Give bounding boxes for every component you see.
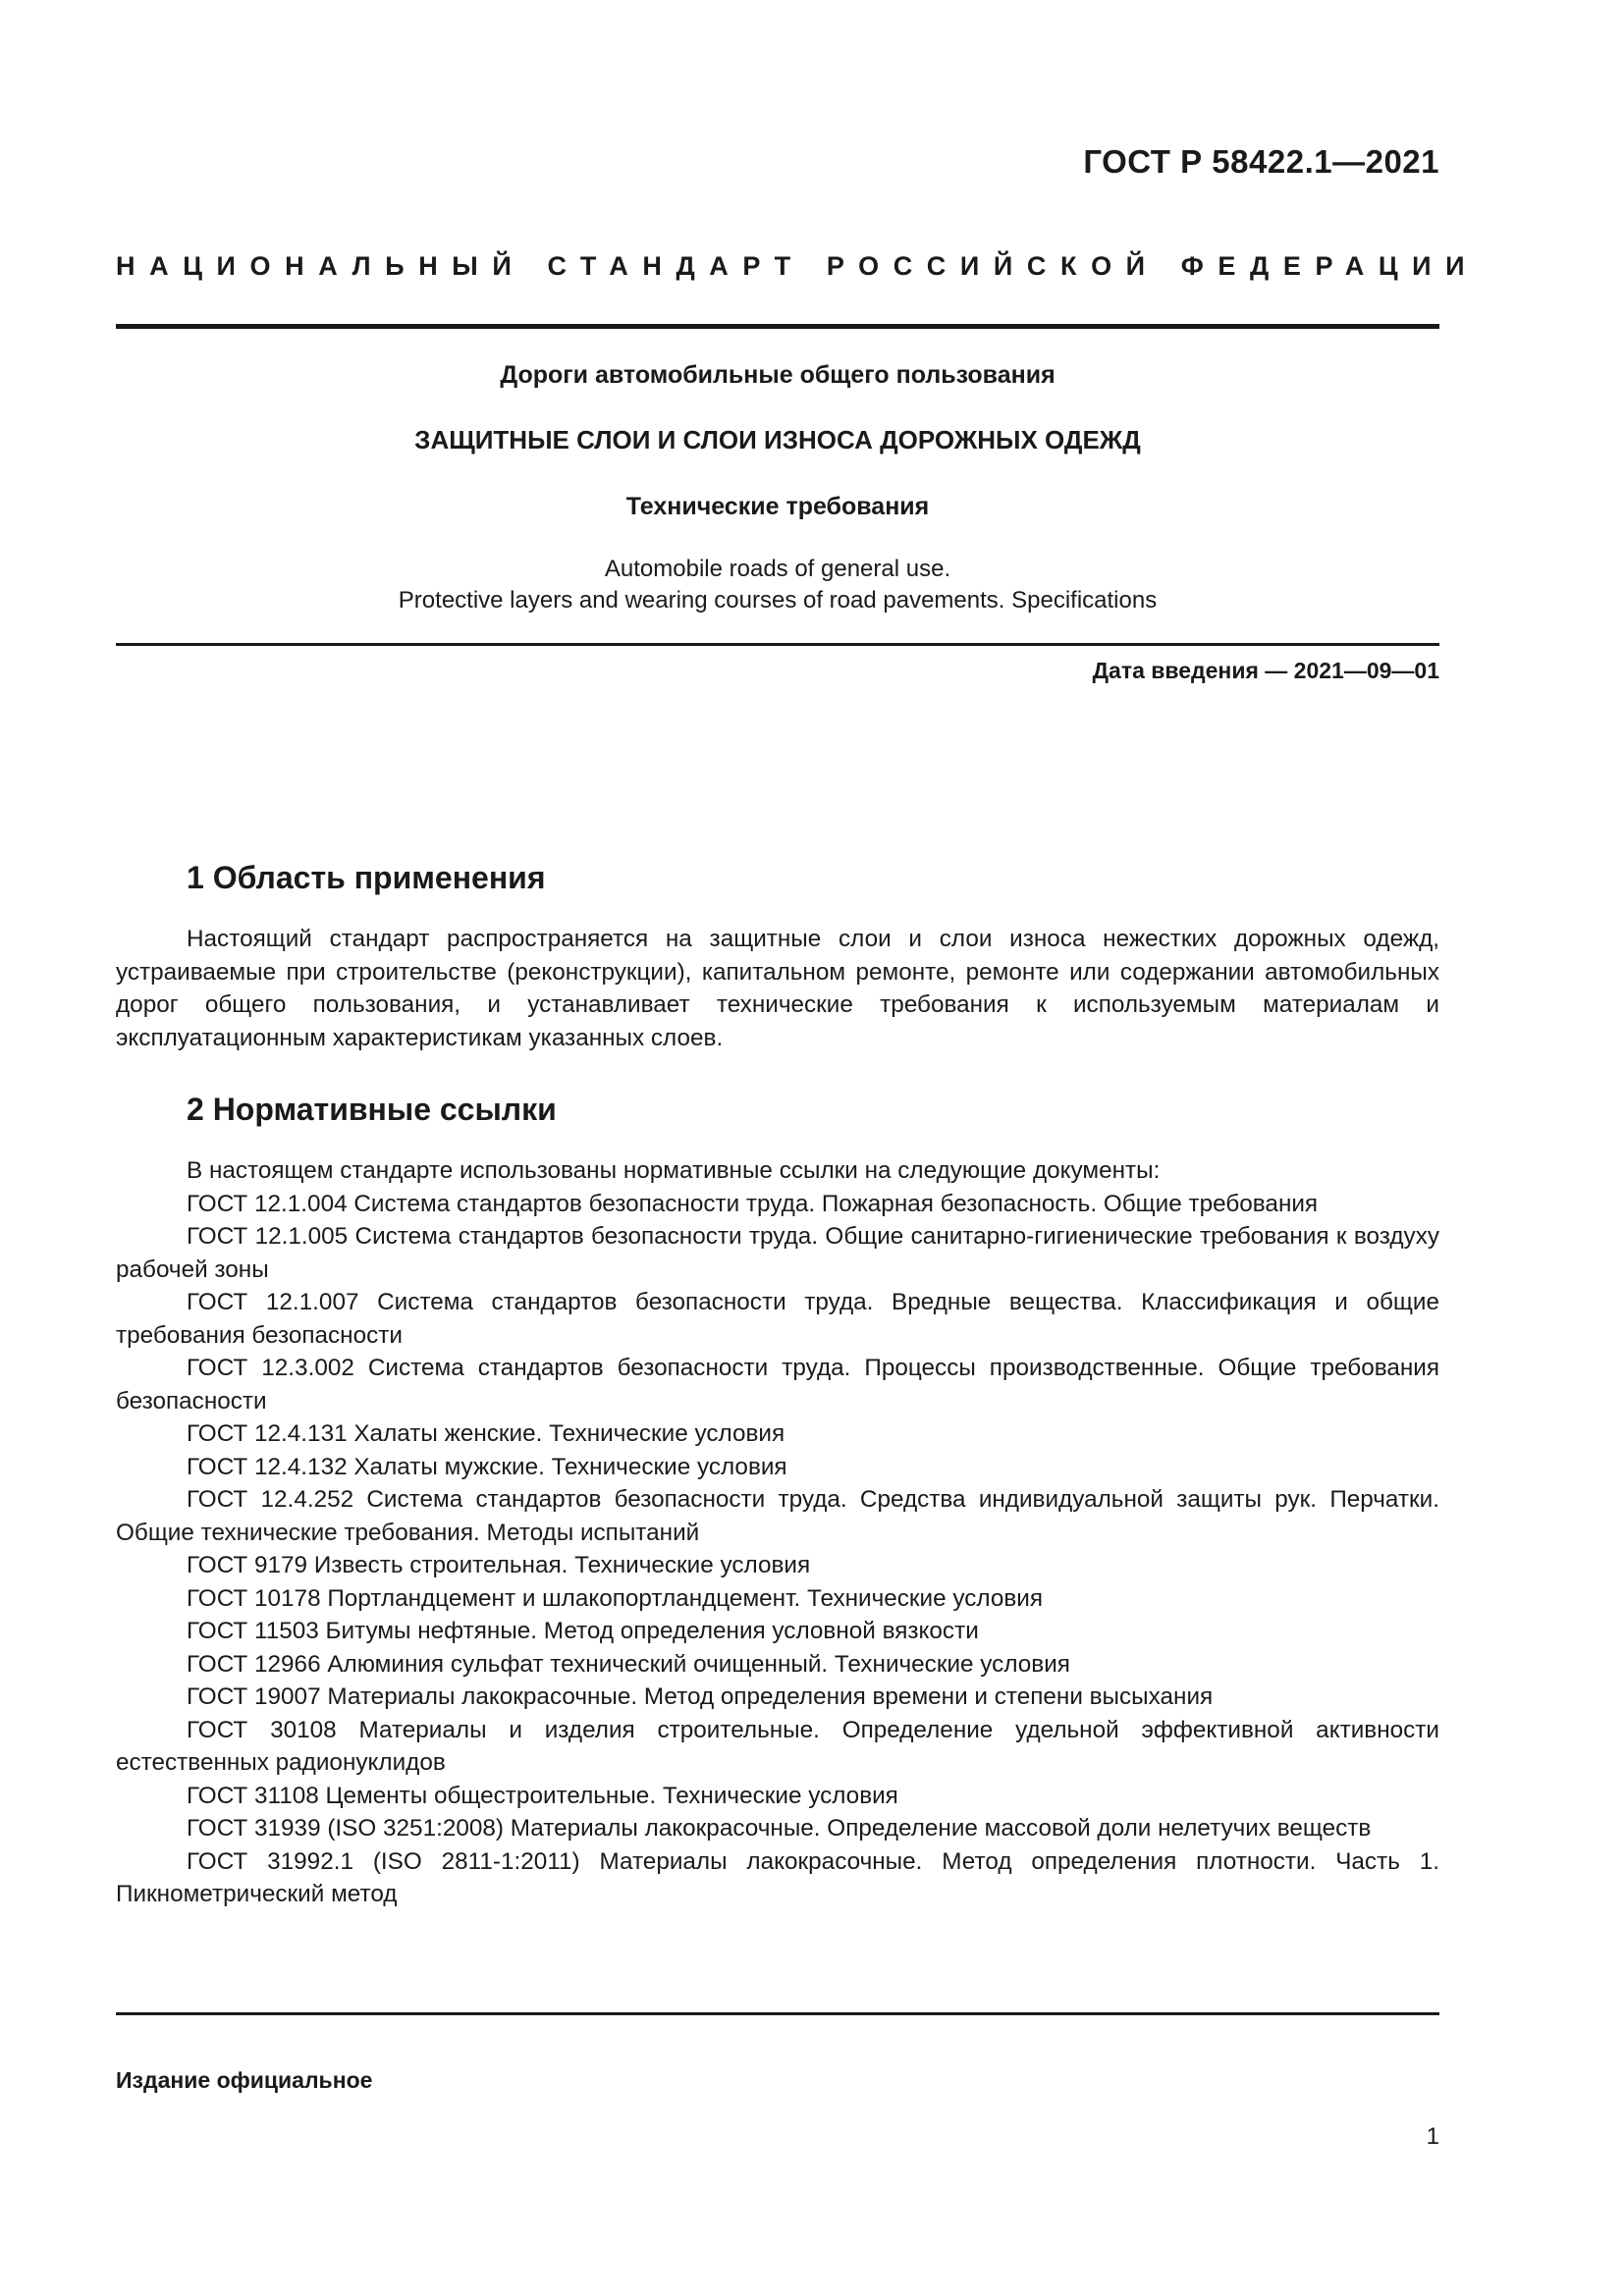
title-line-3: Технические требования: [625, 493, 930, 520]
list-item: ГОСТ 12.1.004 Система стандартов безопасности труда. Пожарная безопасность. Общие требования: [187, 1190, 1319, 1217]
list-item: ГОСТ 12.4.131 Халаты женские. Технические условия: [187, 1420, 785, 1447]
list-item: ГОСТ 12.3.002 Система стандартов безопасности труда. Процессы производственные. Общие требования безопасности: [116, 1355, 1439, 1415]
list-item: ГОСТ 11503 Битумы нефтяные. Метод определения условной вязкости: [187, 1618, 979, 1644]
references-intro: В настоящем стандарте использованы нормативные ссылки на следующие документы:: [187, 1157, 1161, 1184]
list-item: ГОСТ 12.1.007 Система стандартов безопасности труда. Вредные вещества. Классификация и общие требования безопасности: [116, 1289, 1439, 1349]
standard-designation: ГОСТ Р 58422.1—2021: [1083, 143, 1439, 180]
title-line-2: ЗАЩИТНЫЕ СЛОИ И СЛОИ ИЗНОСА ДОРОЖНЫХ ОДЕЖД: [414, 425, 1141, 454]
list-item: ГОСТ 12.1.005 Система стандартов безопасности труда. Общие санитарно-гигиенические требования к воздуху рабочей зоны: [116, 1223, 1439, 1283]
english-title-2: Protective layers and wearing courses of road pavements. Specifications: [398, 587, 1158, 614]
list-item: ГОСТ 9179 Известь строительная. Технические условия: [187, 1552, 811, 1578]
official-edition-label: Издание официальное: [116, 2067, 373, 2093]
top-rule: [116, 324, 1439, 329]
list-item: ГОСТ 12966 Алюминия сульфат технический очищенный. Технические условия: [187, 1650, 1070, 1678]
section-1-body: [116, 923, 1439, 1054]
national-standard-banner: НАЦИОНАЛЬНЫЙ СТАНДАРТ РОССИЙСКОЙ ФЕДЕРАЦИИ: [116, 251, 1480, 281]
title-rule: [116, 643, 1439, 646]
section-2-heading: 2 Нормативные ссылки: [187, 1092, 557, 1127]
section-1-paragraph: Настоящий стандарт распространяется на защитные слои и слои износа нежестких дорожных одежд, устраиваемые при строительстве (реконструкции), капитальном ремонте, ремонте или содержании автомобильных дорог общего пользования, и устанавливает технические требования к используемым материалам и эксплуатационным характеристикам указанных слоев.: [116, 926, 1439, 1051]
introduction-date: Дата введения — 2021—09—01: [1092, 658, 1439, 683]
list-item: ГОСТ 30108 Материалы и изделия строительные. Определение удельной эффективной активности естественных радионуклидов: [116, 1716, 1439, 1776]
title-line-1: Дороги автомобильные общего пользования: [500, 361, 1056, 389]
page-number: 1: [1426, 2123, 1439, 2150]
list-item: ГОСТ 12.4.132 Халаты мужские. Технические условия: [187, 1453, 787, 1480]
list-item: ГОСТ 31108 Цементы общестроительные. Технические условия: [187, 1782, 898, 1809]
footer-rule: [116, 2012, 1439, 2015]
english-title-1: Automobile roads of general use.: [604, 556, 951, 582]
list-item: ГОСТ 12.4.252 Система стандартов безопасности труда. Средства индивидуальной защиты рук. Перчатки. Общие технические требования. Методы испытаний: [116, 1486, 1439, 1546]
list-item: ГОСТ 10178 Портландцемент и шлакопортландцемент. Технические условия: [187, 1584, 1044, 1612]
list-item: ГОСТ 31939 (ISO 3251:2008) Материалы лакокрасочные. Определение массовой доли нелетучих веществ: [187, 1815, 1372, 1842]
list-item: ГОСТ 31992.1 (ISO 2811-1:2011) Материалы лакокрасочные. Метод определения плотности. Часть 1. Пикнометрический метод: [116, 1847, 1439, 1907]
list-item: ГОСТ 19007 Материалы лакокрасочные. Метод определения времени и степени высыхания: [187, 1683, 1214, 1710]
section-1-heading: 1 Область применения: [187, 860, 546, 895]
references-list: [116, 1154, 1439, 1911]
